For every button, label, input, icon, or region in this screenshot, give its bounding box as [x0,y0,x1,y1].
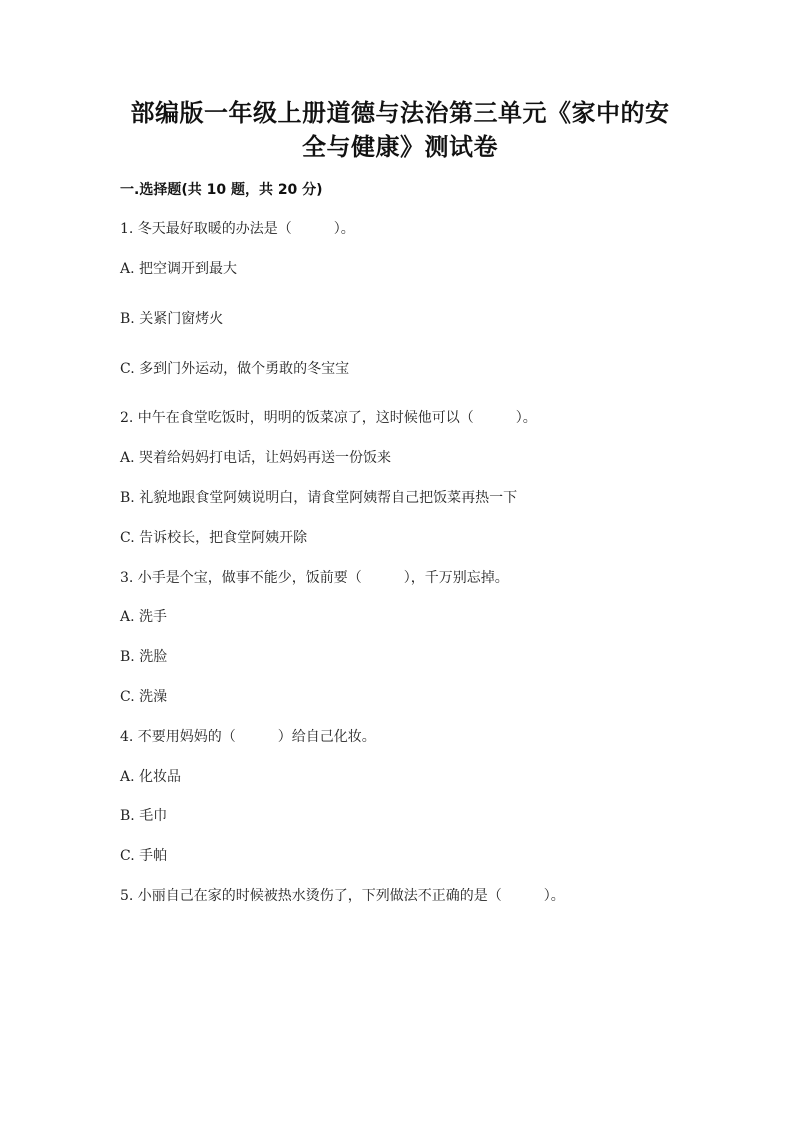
question-option: B. 洗脸 [120,649,168,665]
question-stem: 2. 中午在食堂吃饭时，明明的饭菜凉了，这时候他可以（ ）。 [120,410,537,426]
question-option: C. 洗澡 [120,689,168,705]
question-stem: 3. 小手是个宝，做事不能少，饭前要（ ），千万别忘掉。 [120,570,509,586]
question-stem: 5. 小丽自己在家的时候被热水烫伤了，下列做法不正确的是（ ）。 [120,888,565,904]
question-option: B. 礼貌地跟食堂阿姨说明白，请食堂阿姨帮自己把饭菜再热一下 [120,490,518,506]
question-option: C. 手帕 [120,848,168,864]
question-stem: 4. 不要用妈妈的（ ）给自己化妆。 [120,729,376,745]
question-option: A. 哭着给妈妈打电话，让妈妈再送一份饭来 [120,450,392,466]
page-title [100,96,700,164]
question-stem: 1. 冬天最好取暖的办法是（ ）。 [120,221,355,237]
section-heading: 一.选择题(共 10 题，共 20 分) [120,182,323,198]
question-option: A. 洗手 [120,609,168,625]
title-line-1: 部编版一年级上册道德与法治第三单元《家中的安 [130,99,670,127]
question-option: C. 告诉校长，把食堂阿姨开除 [120,530,308,546]
question-option: B. 关紧门窗烤火 [120,311,224,327]
question-option: B. 毛巾 [120,808,168,824]
question-option: C. 多到门外运动，做个勇敢的冬宝宝 [120,361,350,377]
question-option: A. 把空调开到最大 [120,261,238,277]
question-option: A. 化妆品 [120,769,182,785]
title-line-2: 全与健康》测试卷 [302,133,498,161]
